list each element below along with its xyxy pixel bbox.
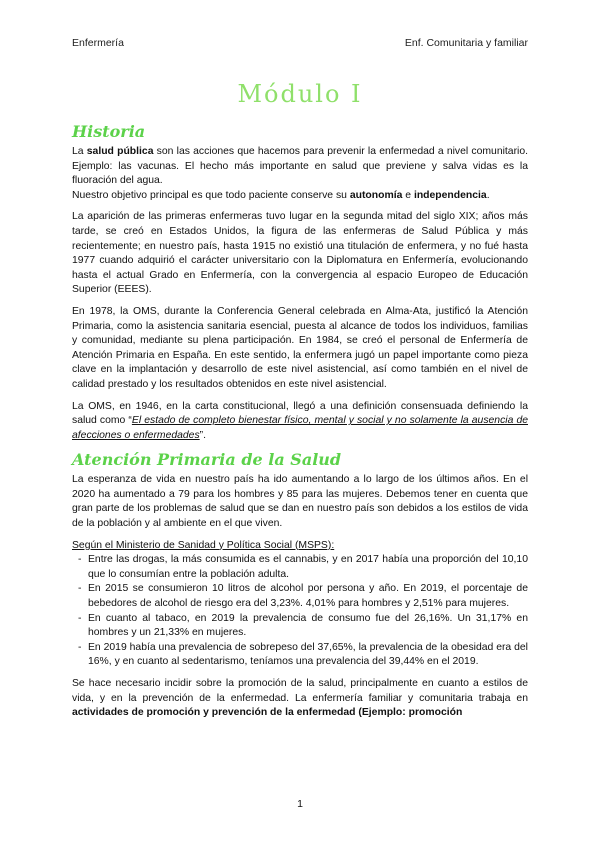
section-heading-atencion-primaria: Atención Primaria de la Salud	[72, 450, 342, 470]
header-right: Enf. Comunitaria y familiar	[404, 37, 528, 49]
list-item: - Entre las drogas, la más consumida es el cannabis, y en 2017 había una proporción del 10,10 que lo consumían entre la población adulta.	[72, 553, 528, 582]
paragraph-promocion-salud: Se hace necesario incidir sobre la promoción de la salud, principalmente en cuanto a estilos de vida, y en la prevención de la enfermedad. La enfermería familiar y comunitaria trabaja en actividades de promoción y prevención de la enfermedad (Ejemplo: promoción	[72, 678, 528, 719]
term-actividades-promocion: actividades de promoción y prevención de la enfermedad (Ejemplo: promoción	[72, 707, 463, 719]
page-number: 1	[297, 798, 303, 810]
quote-definicion-salud: El estado de completo bienestar físico, mental y social y no solamente la ausencia de afecciones o enfermedades	[72, 415, 528, 441]
paragraph-definicion-oms: La OMS, en 1946, en la carta constitucional, llegó a una definición consensuada definiendo la salud como “El estado de completo bienestar físico, mental y social y no solamente la ausencia de afecciones o enfermedades”.	[72, 400, 528, 441]
list-item: - En 2015 se consumieron 10 litros de alcohol por persona y año. En 2019, el porcentaje de bebedores de alcohol de riesgo era del 3,23%. 4,01% para hombres y 2,51% para mujeres.	[72, 582, 528, 611]
paragraph-esperanza-vida: La esperanza de vida en nuestro país ha ido aumentando a lo largo de los últimos años. En el 2020 ha aumentado a 79 para los hombres y 85 para las mujeres. Debemos tener en cuenta que gran parte de los problemas de salud que se dan en nuestro país son debidos a los estilos de vida de la población y al ambiente en el que viven.	[72, 474, 528, 530]
paragraph-historia-enfermeras: La aparición de las primeras enfermeras tuvo lugar en la segunda mitad del siglo XIX; años más tarde, se creó en Estados Unidos, la figura de las enfermeras de Salud Pública y más recientemente; en nuestro país, hasta 1915 no existió una titulación de enfermera, y no fué hasta 1977 cuando adquirió el carácter universitario con la Diplomatura en Enfermería, evolucionando hasta el actual Grado en Enfermería, con la convergencia al espacio Europeo de Educación Superior (EEES).	[72, 211, 528, 296]
list-intro-msps: Según el Ministerio de Sanidad y Política Social (MSPS):	[72, 539, 335, 551]
list-item: - En cuanto al tabaco, en 2019 la prevalencia de consumo fue del 26,16%. Un 31,17% en hombres y un 21,33% en mujeres.	[72, 612, 528, 641]
term-independencia: independencia	[413, 189, 487, 201]
main-content	[72, 122, 528, 728]
module-title: Módulo I	[237, 80, 363, 108]
paragraph-objetivo: Nuestro objetivo principal es que todo paciente conserve su autonomía e independencia.	[72, 189, 490, 201]
term-salud-publica: salud pública	[86, 146, 154, 157]
list-item: - En 2019 había una prevalencia de sobrepeso del 37,65%, la prevalencia de la obesidad era del 16%, y en cuanto al sedentarismo, teníamos una prevalencia del 39,44% en el 2019.	[72, 641, 528, 670]
term-autonomia: autonomía	[349, 189, 403, 201]
paragraph-salud-publica: La salud pública son las acciones que hacemos para prevenir la enfermedad a nivel comunitario. Ejemplo: las vacunas. El hecho más importante en salud que previene y salva vidas es la fluoración del agua.	[72, 146, 528, 187]
header-left: Enfermería	[72, 37, 124, 49]
section-heading-historia: Historia	[72, 122, 146, 141]
msps-list	[72, 553, 528, 670]
paragraph-alma-ata: En 1978, la OMS, durante la Conferencia General celebrada en Alma-Ata, justificó la Atención Primaria, como la asistencia sanitaria esencial, puesta al alcance de todos los individuos, familias y comunidad, mediante su plena participación. En 1984, se creó el personal de Enfermería de Atención Primaria en España. En este sentido, la enfermera jugó un papel importante como pieza clave en la implantación y desarrollo de este nivel asistencial, así como también en el nivel de calidad prestado y los resultados obtenidos en este nivel asistencial.	[72, 305, 528, 390]
